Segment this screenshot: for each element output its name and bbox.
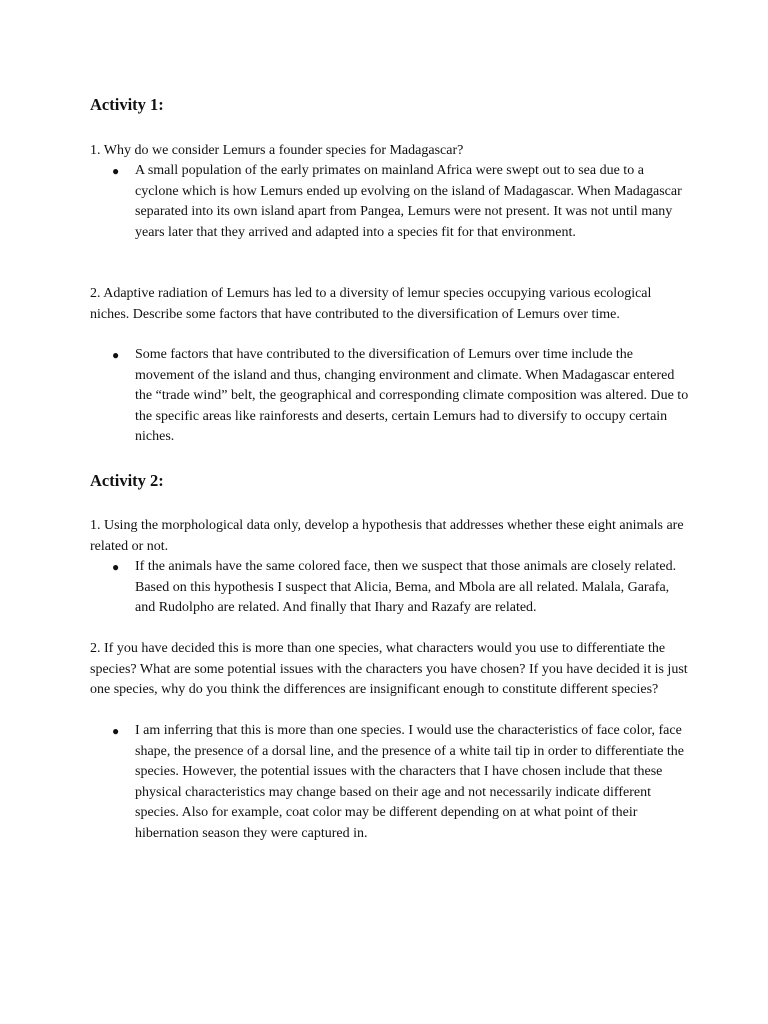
answer-text: I am inferring that this is more than one species. I would use the characteristics of face color, face shape, the presence of a dorsal line, and the presence of a white tail tip in order to differentiate the species. However, the potential issues with the characters that I have chosen include that these physical characteristics may change based on their age and not necessarily indicate different species. Also for example, coat color may be different depending on at what point of their hibernation season they were captured in.: [135, 723, 685, 841]
activity-2-heading: Activity 2:: [90, 471, 164, 490]
bullet-icon: ●: [112, 724, 120, 738]
bullet-icon: ●: [112, 560, 120, 574]
activity-1-question-2: 2. Adaptive radiation of Lemurs has led to a diversity of lemur species occupying various ecological niches. Describe some factors that have contributed to the diversification of Lemurs over time.: [90, 286, 652, 322]
bullet-icon: ●: [112, 348, 120, 362]
activity-2-question-1: 1. Using the morphological data only, develop a hypothesis that addresses whether these eight animals are related or not.: [90, 518, 684, 554]
activity-2-question-2: 2. If you have decided this is more than one species, what characters would you use to differentiate the species? What are some potential issues with the characters you have chosen? If you have decided it is just one species, why do you think the differences are insignificant enough to constitute different species?: [90, 641, 688, 697]
answer-text: If the animals have the same colored face, then we suspect that those animals are closely related. Based on this hypothesis I suspect that Alicia, Bema, and Mbola are all related. Malala, Garafa, and Rudolpho are related. And finally that Ihary and Razafy are related.: [135, 559, 677, 615]
answer-text: A small population of the early primates on mainland Africa were swept out to sea due to a cyclone which is how Lemurs ended up evolving on the island of Madagascar. When Madagascar separated into its own island apart from Pangea, Lemurs were not present. It was not until many years later that they arrived and adapted into a species fit for that environment.: [135, 163, 682, 240]
answer-text: Some factors that have contributed to the diversification of Lemurs over time include the movement of the island and thus, changing environment and climate. When Madagascar entered the “trade wind” belt, the geographical and corresponding climate composition was altered. Due to the specific areas like rainforests and deserts, certain Lemurs had to diversify to occupy certain niches.: [135, 347, 689, 444]
bullet-icon: ●: [112, 164, 120, 178]
activity-1-heading: Activity 1:: [90, 95, 164, 114]
activity-1-question-1: 1. Why do we consider Lemurs a founder species for Madagascar?: [90, 143, 464, 158]
